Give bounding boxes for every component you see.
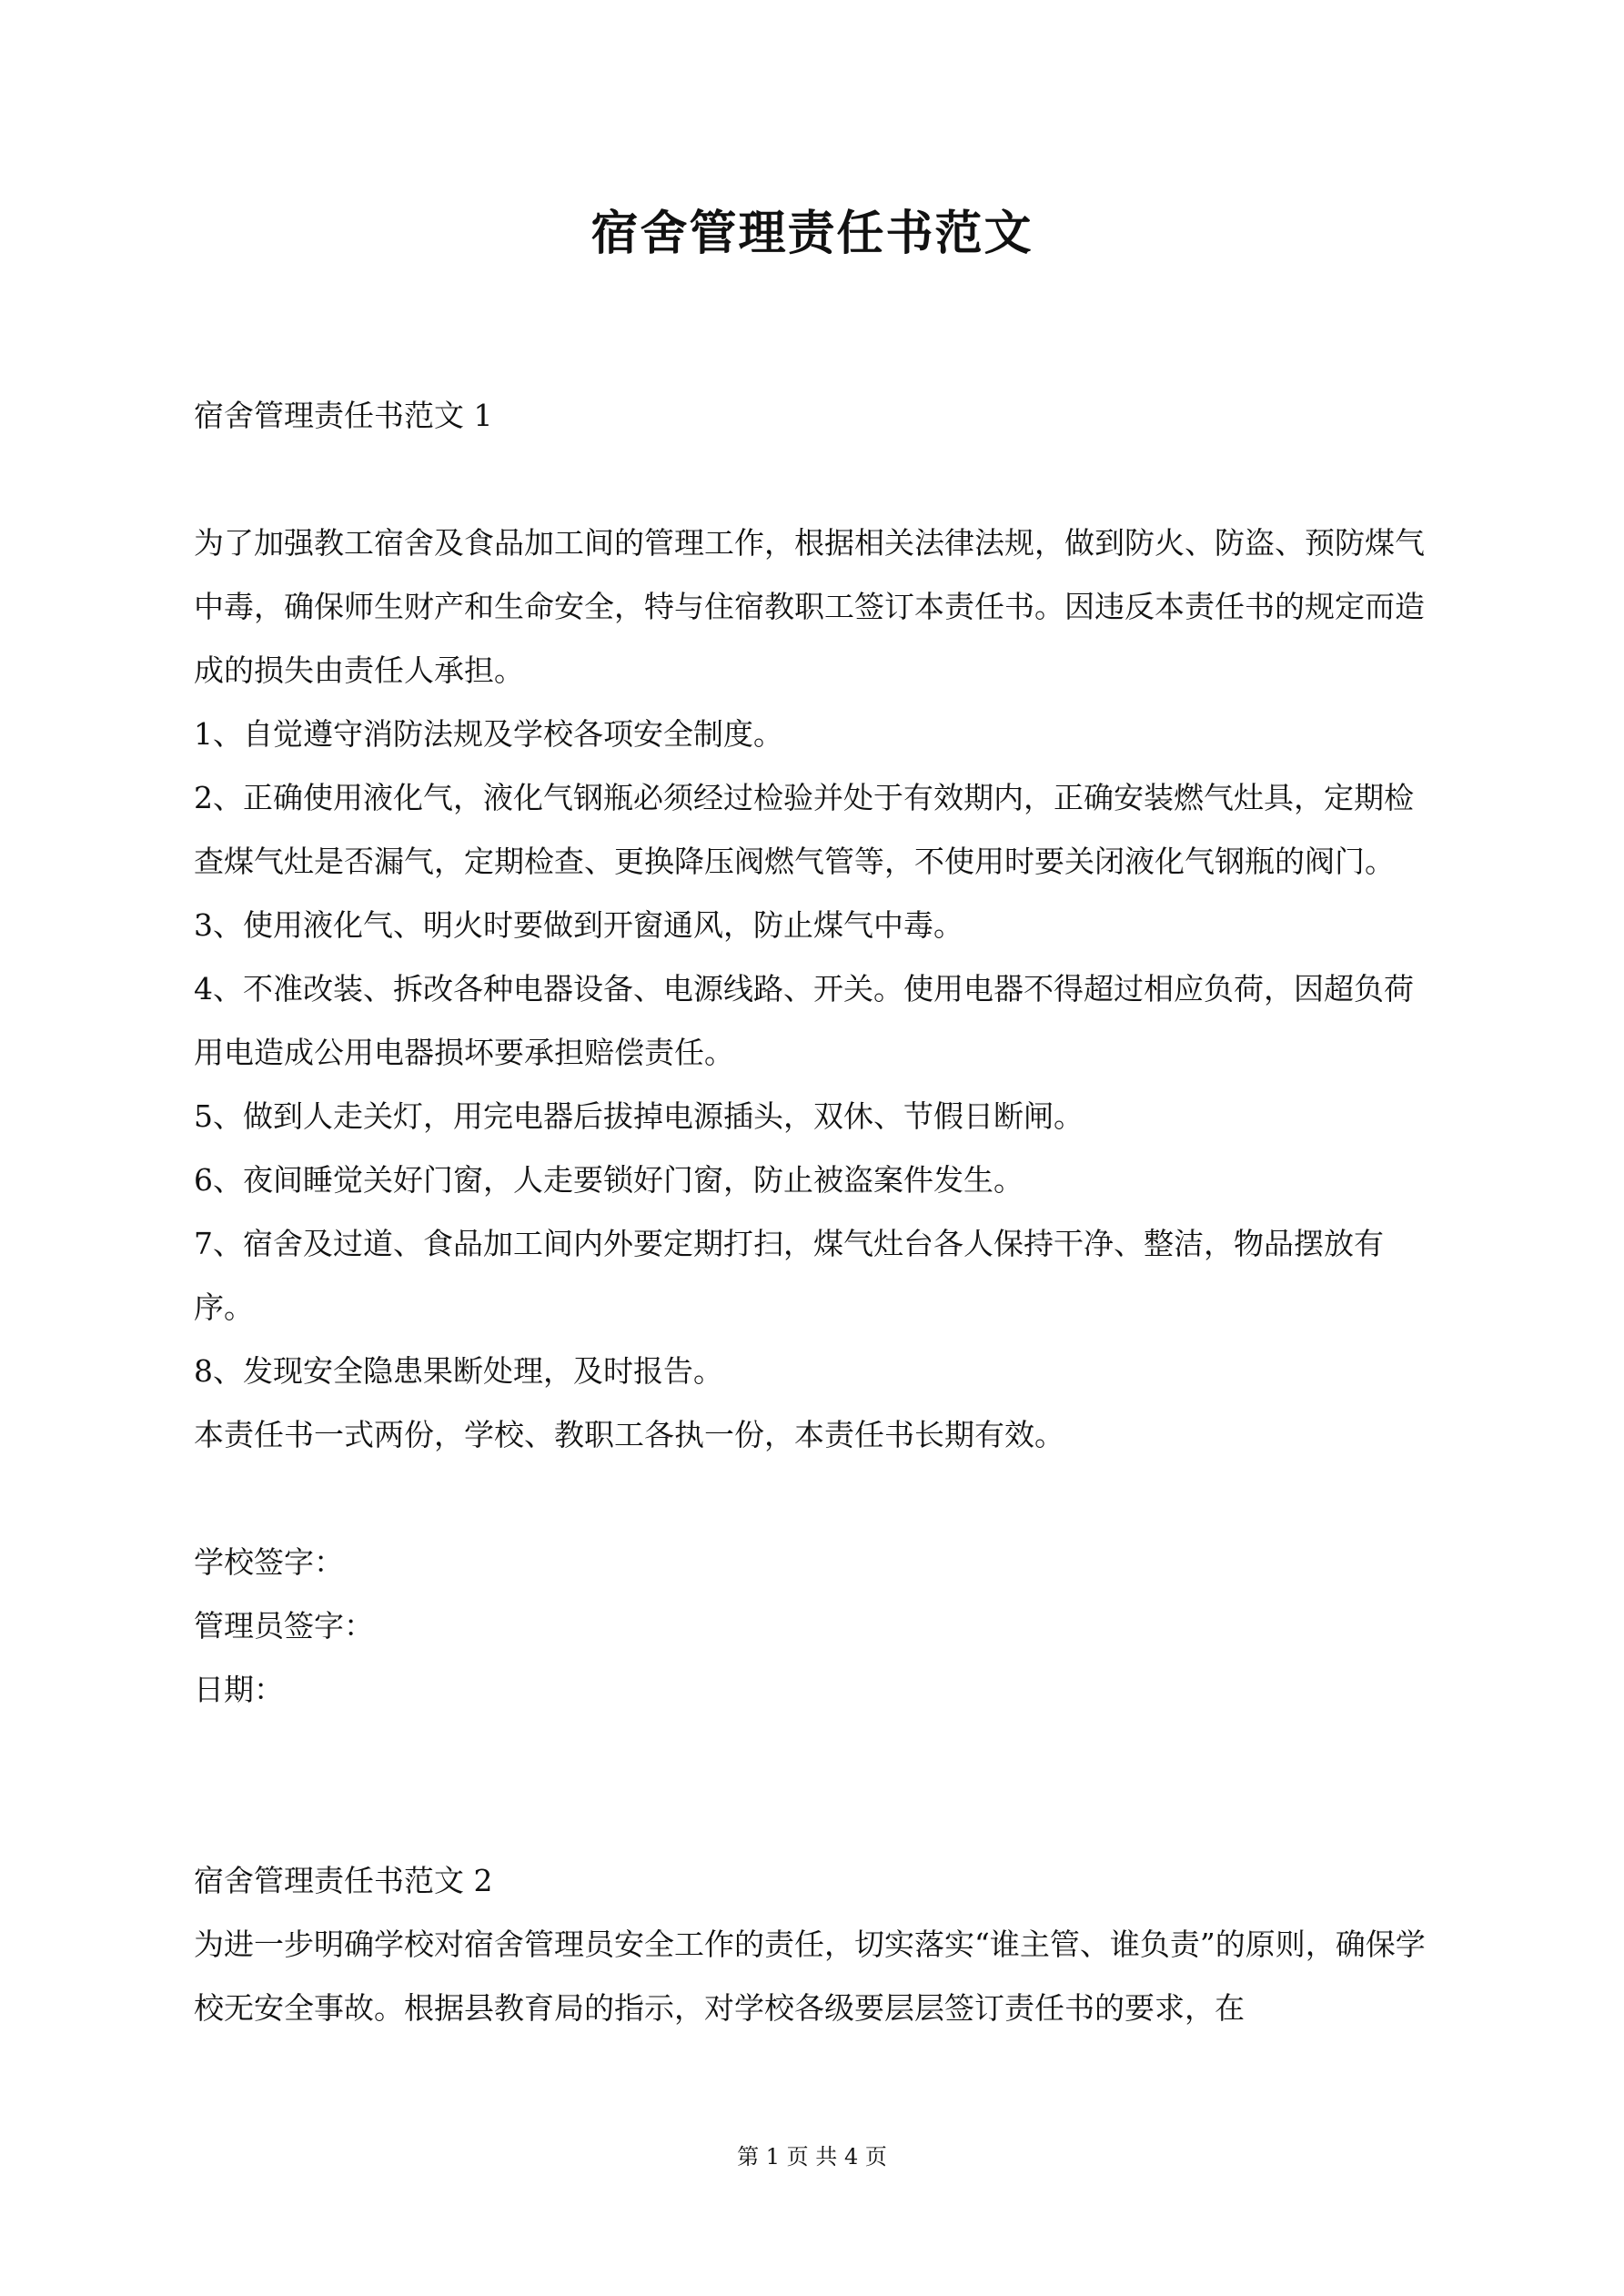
section1-item: 1、自觉遵守消防法规及学校各项安全制度。 <box>194 716 783 752</box>
document-body <box>194 384 1442 2040</box>
section1-item: 4、不准改装、拆改各种电器设备、电源线路、开关。使用电器不得超过相应负荷，因超负荷用电造成公用电器损坏要承担赔偿责任。 <box>194 971 1414 1070</box>
section1-item: 3、使用液化气、明火时要做到开窗通风，防止煤气中毒。 <box>194 907 963 943</box>
section1-item: 2、正确使用液化气，液化气钢瓶必须经过检验并处于有效期内，正确安装燃气灶具，定期检查煤气灶是否漏气，定期检查、更换降压阀燃气管等，不使用时要关闭液化气钢瓶的阀门。 <box>194 780 1414 879</box>
section2-intro: 为进一步明确学校对宿舍管理员安全工作的责任，切实落实“谁主管、谁负责”的原则，确保学校无安全事故。根据县教育局的指示，对学校各级要层层签订责任书的要求，在 <box>194 1927 1426 2026</box>
section1-heading: 宿舍管理责任书范文 1 <box>194 398 493 433</box>
section1-item: 8、发现安全隐患果断处理，及时报告。 <box>194 1353 723 1389</box>
document-title: 宿舍管理责任书范文 <box>590 206 1034 261</box>
section1-item: 6、夜间睡觉关好门窗，人走要锁好门窗，防止被盗案件发生。 <box>194 1162 1024 1198</box>
school-signature-label: 学校签字： <box>194 1544 344 1580</box>
page-footer: 第 1 页 共 4 页 <box>737 2144 887 2170</box>
manager-signature-label: 管理员签字： <box>194 1608 374 1644</box>
section1-intro: 为了加强教工宿舍及食品加工间的管理工作，根据相关法律法规，做到防火、防盗、预防煤气中毒，确保师生财产和生命安全，特与住宿教职工签订本责任书。因违反本责任书的规定而造成的损失由责任人承担。 <box>194 525 1425 688</box>
section1-item: 5、做到人走关灯，用完电器后拔掉电源插头，双休、节假日断闸。 <box>194 1098 1084 1134</box>
section1-item: 7、宿舍及过道、食品加工间内外要定期打扫，煤气灶台各人保持干净、整洁，物品摆放有序。 <box>194 1226 1384 1325</box>
date-label: 日期： <box>194 1672 284 1707</box>
section2-heading: 宿舍管理责任书范文 2 <box>194 1863 493 1898</box>
section1-closing: 本责任书一式两份，学校、教职工各执一份，本责任书长期有效。 <box>194 1417 1064 1452</box>
